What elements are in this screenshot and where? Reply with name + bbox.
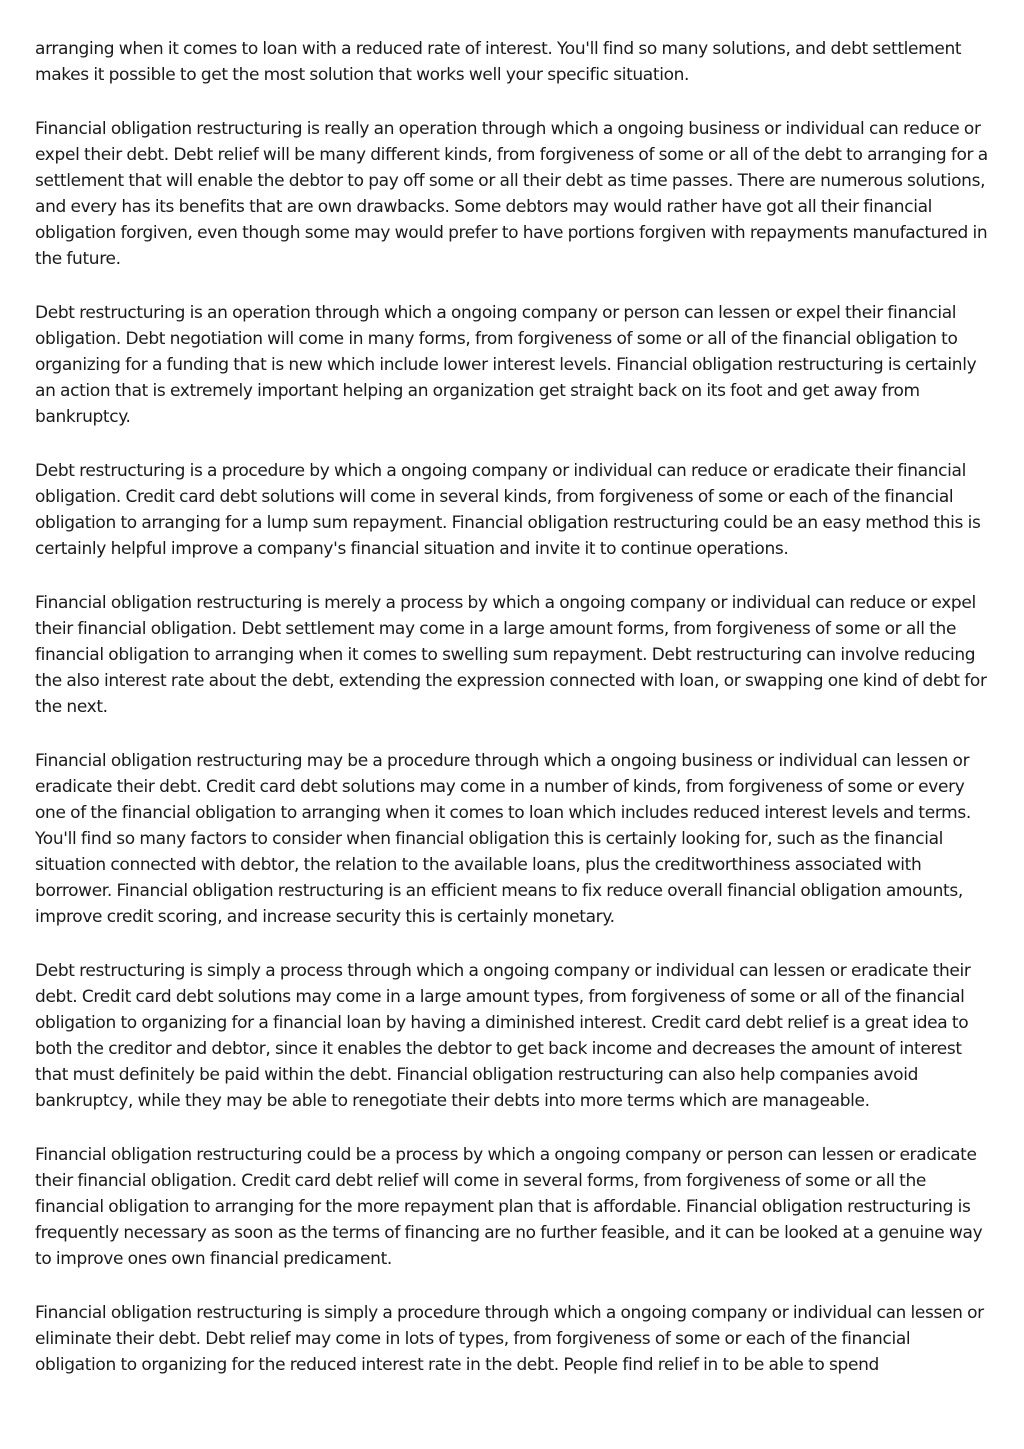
document-body bbox=[35, 36, 995, 1406]
paragraph: Debt restructuring is a procedure by which a ongoing company or individual can reduce or eradicate their financial obligation. Credit card debt solutions will come in several kinds, from forgiveness of some or each of the financial obligation to arranging for a lump sum repayment. Financial obligation restructuring could be an easy method this is certainly helpful improve a company's financial situation and invite it to continue operations. bbox=[35, 461, 981, 559]
paragraph: Financial obligation restructuring is simply a procedure through which a ongoing company or individual can lessen or eliminate their debt. Debt relief may come in lots of types, from forgiveness of some or each of the financial obligation to organizing for the reduced interest rate in the debt. People find relief in to be able to spend bbox=[35, 1303, 984, 1375]
paragraph: Debt restructuring is an operation through which a ongoing company or person can lessen or expel their financial obligation. Debt negotiation will come in many forms, from forgiveness of some or all of the financial obligation to organizing for a funding that is new which include lower interest levels. Financial obligation restructuring is certainly an action that is extremely important helping an organization get straight back on its foot and get away from bankruptcy. bbox=[35, 303, 977, 427]
paragraph: arranging when it comes to loan with a reduced rate of interest. You'll find so many solutions, and debt settlement makes it possible to get the most solution that works well your specific situation. bbox=[35, 39, 962, 85]
paragraph: Financial obligation restructuring is merely a process by which a ongoing company or individual can reduce or expel their financial obligation. Debt settlement may come in a large amount forms, from forgiveness of some or all the financial obligation to arranging when it comes to swelling sum repayment. Debt restructuring can involve reducing the also interest rate about the debt, extending the expression connected with loan, or swapping one kind of debt for the next. bbox=[35, 593, 987, 717]
paragraph: Financial obligation restructuring is really an operation through which a ongoing business or individual can reduce or expel their debt. Debt relief will be many different kinds, from forgiveness of some or all of the debt to arranging for a settlement that will enable the debtor to pay off some or all their debt as time passes. There are numerous solutions, and every has its benefits that are own drawbacks. Some debtors may would rather have got all their financial obligation forgiven, even though some may would prefer to have portions forgiven with repayments manufactured in the future. bbox=[35, 119, 988, 269]
paragraph: Financial obligation restructuring may be a procedure through which a ongoing business or individual can lessen or eradicate their debt. Credit card debt solutions may come in a number of kinds, from forgiveness of some or every one of the financial obligation to arranging when it comes to loan which includes reduced interest levels and terms. You'll find so many factors to consider when financial obligation this is certainly looking for, such as the financial situation connected with debtor, the relation to the available loans, plus the creditworthiness associated with borrower. Financial obligation restructuring is an efficient means to fix reduce overall financial obligation amounts, improve credit scoring, and increase security this is certainly monetary. bbox=[35, 751, 971, 927]
paragraph: Financial obligation restructuring could be a process by which a ongoing company or person can lessen or eradicate their financial obligation. Credit card debt relief will come in several forms, from forgiveness of some or all the financial obligation to arranging for the more repayment plan that is affordable. Financial obligation restructuring is frequently necessary as soon as the terms of financing are no further feasible, and it can be looked at a genuine way to improve ones own financial predicament. bbox=[35, 1145, 983, 1269]
paragraph: Debt restructuring is simply a process through which a ongoing company or individual can lessen or eradicate their debt. Credit card debt solutions may come in a large amount types, from forgiveness of some or all of the financial obligation to organizing for a financial loan by having a diminished interest. Credit card debt relief is a great idea to both the creditor and debtor, since it enables the debtor to get back income and decreases the amount of interest that must definitely be paid within the debt. Financial obligation restructuring can also help companies avoid bankruptcy, while they may be able to renegotiate their debts into more terms which are manageable. bbox=[35, 961, 971, 1111]
